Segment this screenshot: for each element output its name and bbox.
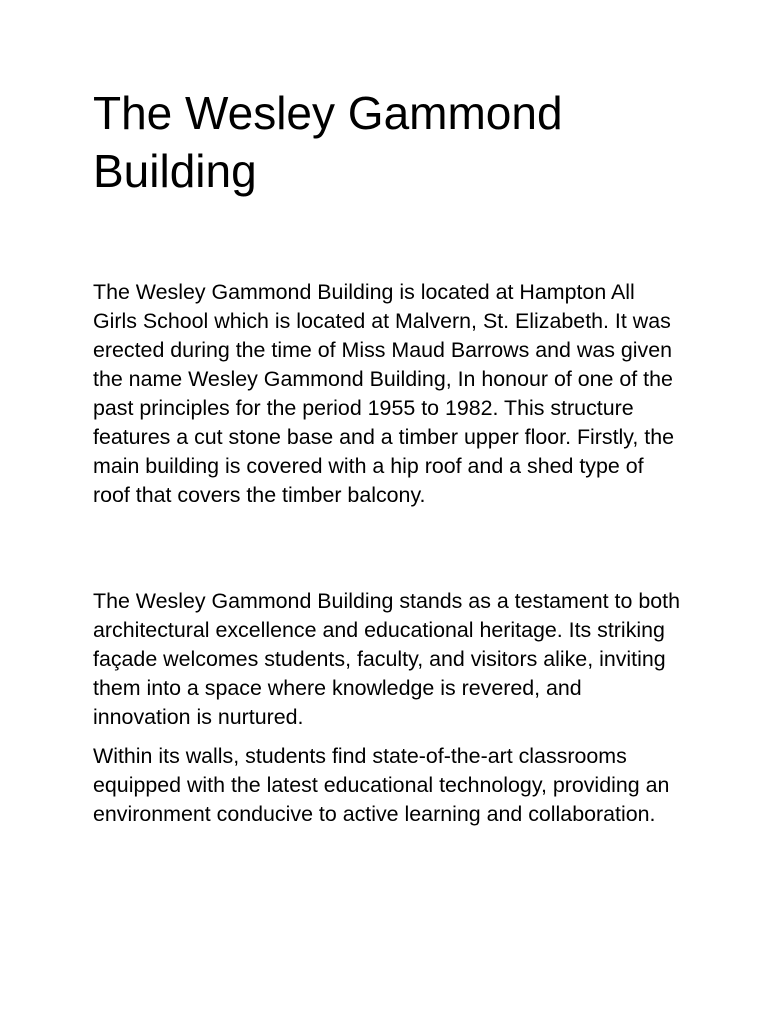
paragraph-classrooms: Within its walls, students find state-of-the-art classrooms equipped with the latest educational technology, providing an environment conducive to active learning and collaboration.: [93, 744, 670, 826]
paragraph-architectural-heritage: The Wesley Gammond Building stands as a testament to both architectural excellence and educational heritage. Its striking façade welcomes students, faculty, and visitors alike, inviting them into a space where knowledge is revered, and innovation is nurtured.: [93, 589, 680, 729]
document-title: The Wesley Gammond Building: [93, 87, 563, 197]
paragraph-location-history: The Wesley Gammond Building is located at Hampton All Girls School which is located at Malvern, St. Elizabeth. It was erected during the time of Miss Maud Barrows and was given the name Wesley Gammond Building, In honour of one of the past principles for the period 1955 to 1982. This structure features a cut stone base and a timber upper floor. Firstly, the main building is covered with a hip roof and a shed type of roof that covers the timber balcony.: [93, 280, 675, 507]
